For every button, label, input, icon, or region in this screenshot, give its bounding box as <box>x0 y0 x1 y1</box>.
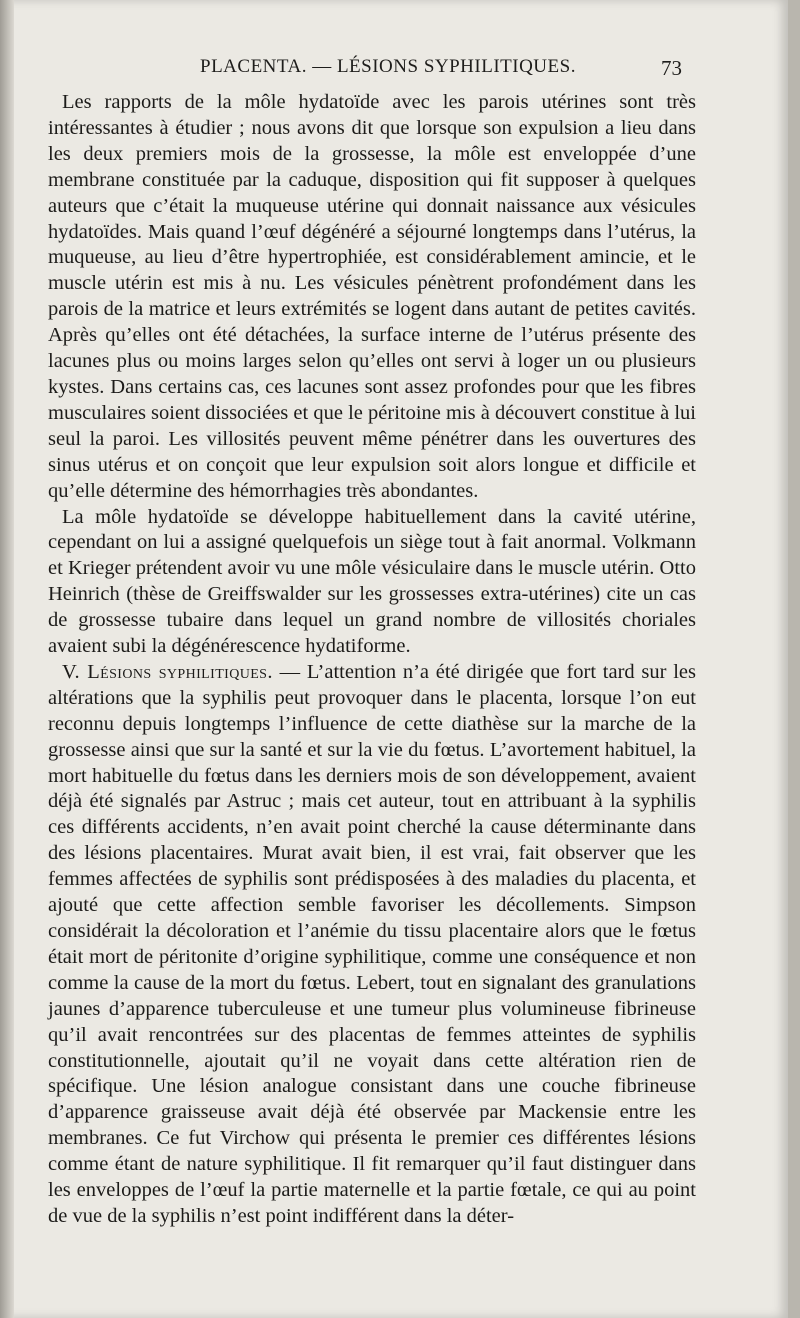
body-text <box>48 90 696 1230</box>
paragraph-syphilitic-lesions-text: — L’attention n’a été dirigée que fort tard sur les altérations que la syphilis peut provoquer dans le placenta, lorsque l’on eut reconnu depuis longtemps l’influence de cette diathèse sur la marche de la grossesse ainsi que sur la santé et sur la vie du fœtus. L’avortement habituel, la mort habituelle du fœtus dans les derniers mois de son développement, avaient déjà été signalés par Astruc ; mais cet auteur, tout en attribuant à la syphilis ces différents accidents, n’en avait point cherché la cause déterminante dans des lésions placentaires. Murat avait bien, il est vrai, fait observer que les femmes affectées de syphilis sont prédisposées à des maladies du placenta, et ajouté que cette affection semble favoriser les décollements. Simpson considérait la décoloration et l’anémie du tissu placentaire alors que le fœtus était mort de péritonite d’origine syphilitique, comme une conséquence et non comme la cause de la mort du fœtus. Lebert, tout en signalant des granulations jaunes d’apparence tuberculeuse et une tumeur plus volumineuse fibrineuse qu’il avait rencontrées sur des placentas de femmes atteintes de syphilis constitutionnelle, ajoutait qu’il ne voyait dans cette altération rien de spécifique. Une lésion analogue consistant dans une couche fibrineuse d’apparence graisseuse avait déjà été observée par Mackensie entre les membranes. Ce fut Virchow qui présenta le premier ces différentes lésions comme étant de nature syphilitique. Il fit remarquer qu’il faut distinguer dans les enveloppes de l’œuf la partie maternelle et la partie fœtale, ce qui au point de vue de la syphilis n’est point indifférent dans la déter- <box>48 660 696 1227</box>
page-header <box>200 56 682 86</box>
paragraph-syphilitic-lesions <box>48 660 696 1230</box>
paragraph-mole-location: La môle hydatoïde se développe habituellement dans la cavité utérine, cependant on lui a assigné quelquefois un siège tout à fait anormal. Volkmann et Krieger prétendent avoir vu une môle vésiculaire dans le muscle utérin. Otto Heinrich (thèse de Greiffswalder sur les grossesses extra-utérines) cite un cas de grossesse tubaire dans lequel un grand nombre de villosités choriales avaient subi la dégénérescence hydatiforme. <box>48 505 696 658</box>
page-gutter-shadow <box>0 0 14 1318</box>
section-heading-syphilitic-lesions: V. Lésions syphilitiques. <box>62 660 273 683</box>
paragraph-mole-uterine-walls: Les rapports de la môle hydatoïde avec les parois utérines sont très intéressantes à étudier ; nous avons dit que lorsque son expulsion a lieu dans les deux premiers mois de la grossesse, la môle est enveloppée d’une membrane constituée par la caduque, disposition qui fit supposer à quelques auteurs que c’était la muqueuse utérine qui donnait naissance aux vésicules hydatoïdes. Mais quand l’œuf dégénéré a séjourné longtemps dans l’utérus, la muqueuse, au lieu d’être hypertrophiée, est considérablement amincie, et le muscle utérin est mis à nu. Les vésicules pénètrent profondément dans les parois de la matrice et leurs extrémités se logent dans autant de petites cavités. Après qu’elles ont été détachées, la surface interne de l’utérus présente des lacunes plus ou moins larges selon qu’elles ont servi à loger un ou plusieurs kystes. Dans certains cas, ces lacunes sont assez profondes pour que les fibres musculaires soient dissociées et que le péritoine mis à découvert constitue à lui seul la paroi. Les villosités peuvent même pénétrer dans les ouvertures des sinus utérus et on conçoit que leur expulsion soit alors longue et difficile et qu’elle détermine des hémorrhagies très abondantes. <box>48 91 696 502</box>
running-title: PLACENTA. — LÉSIONS SYPHILITIQUES. <box>200 56 576 77</box>
page-number: 73 <box>661 56 682 80</box>
